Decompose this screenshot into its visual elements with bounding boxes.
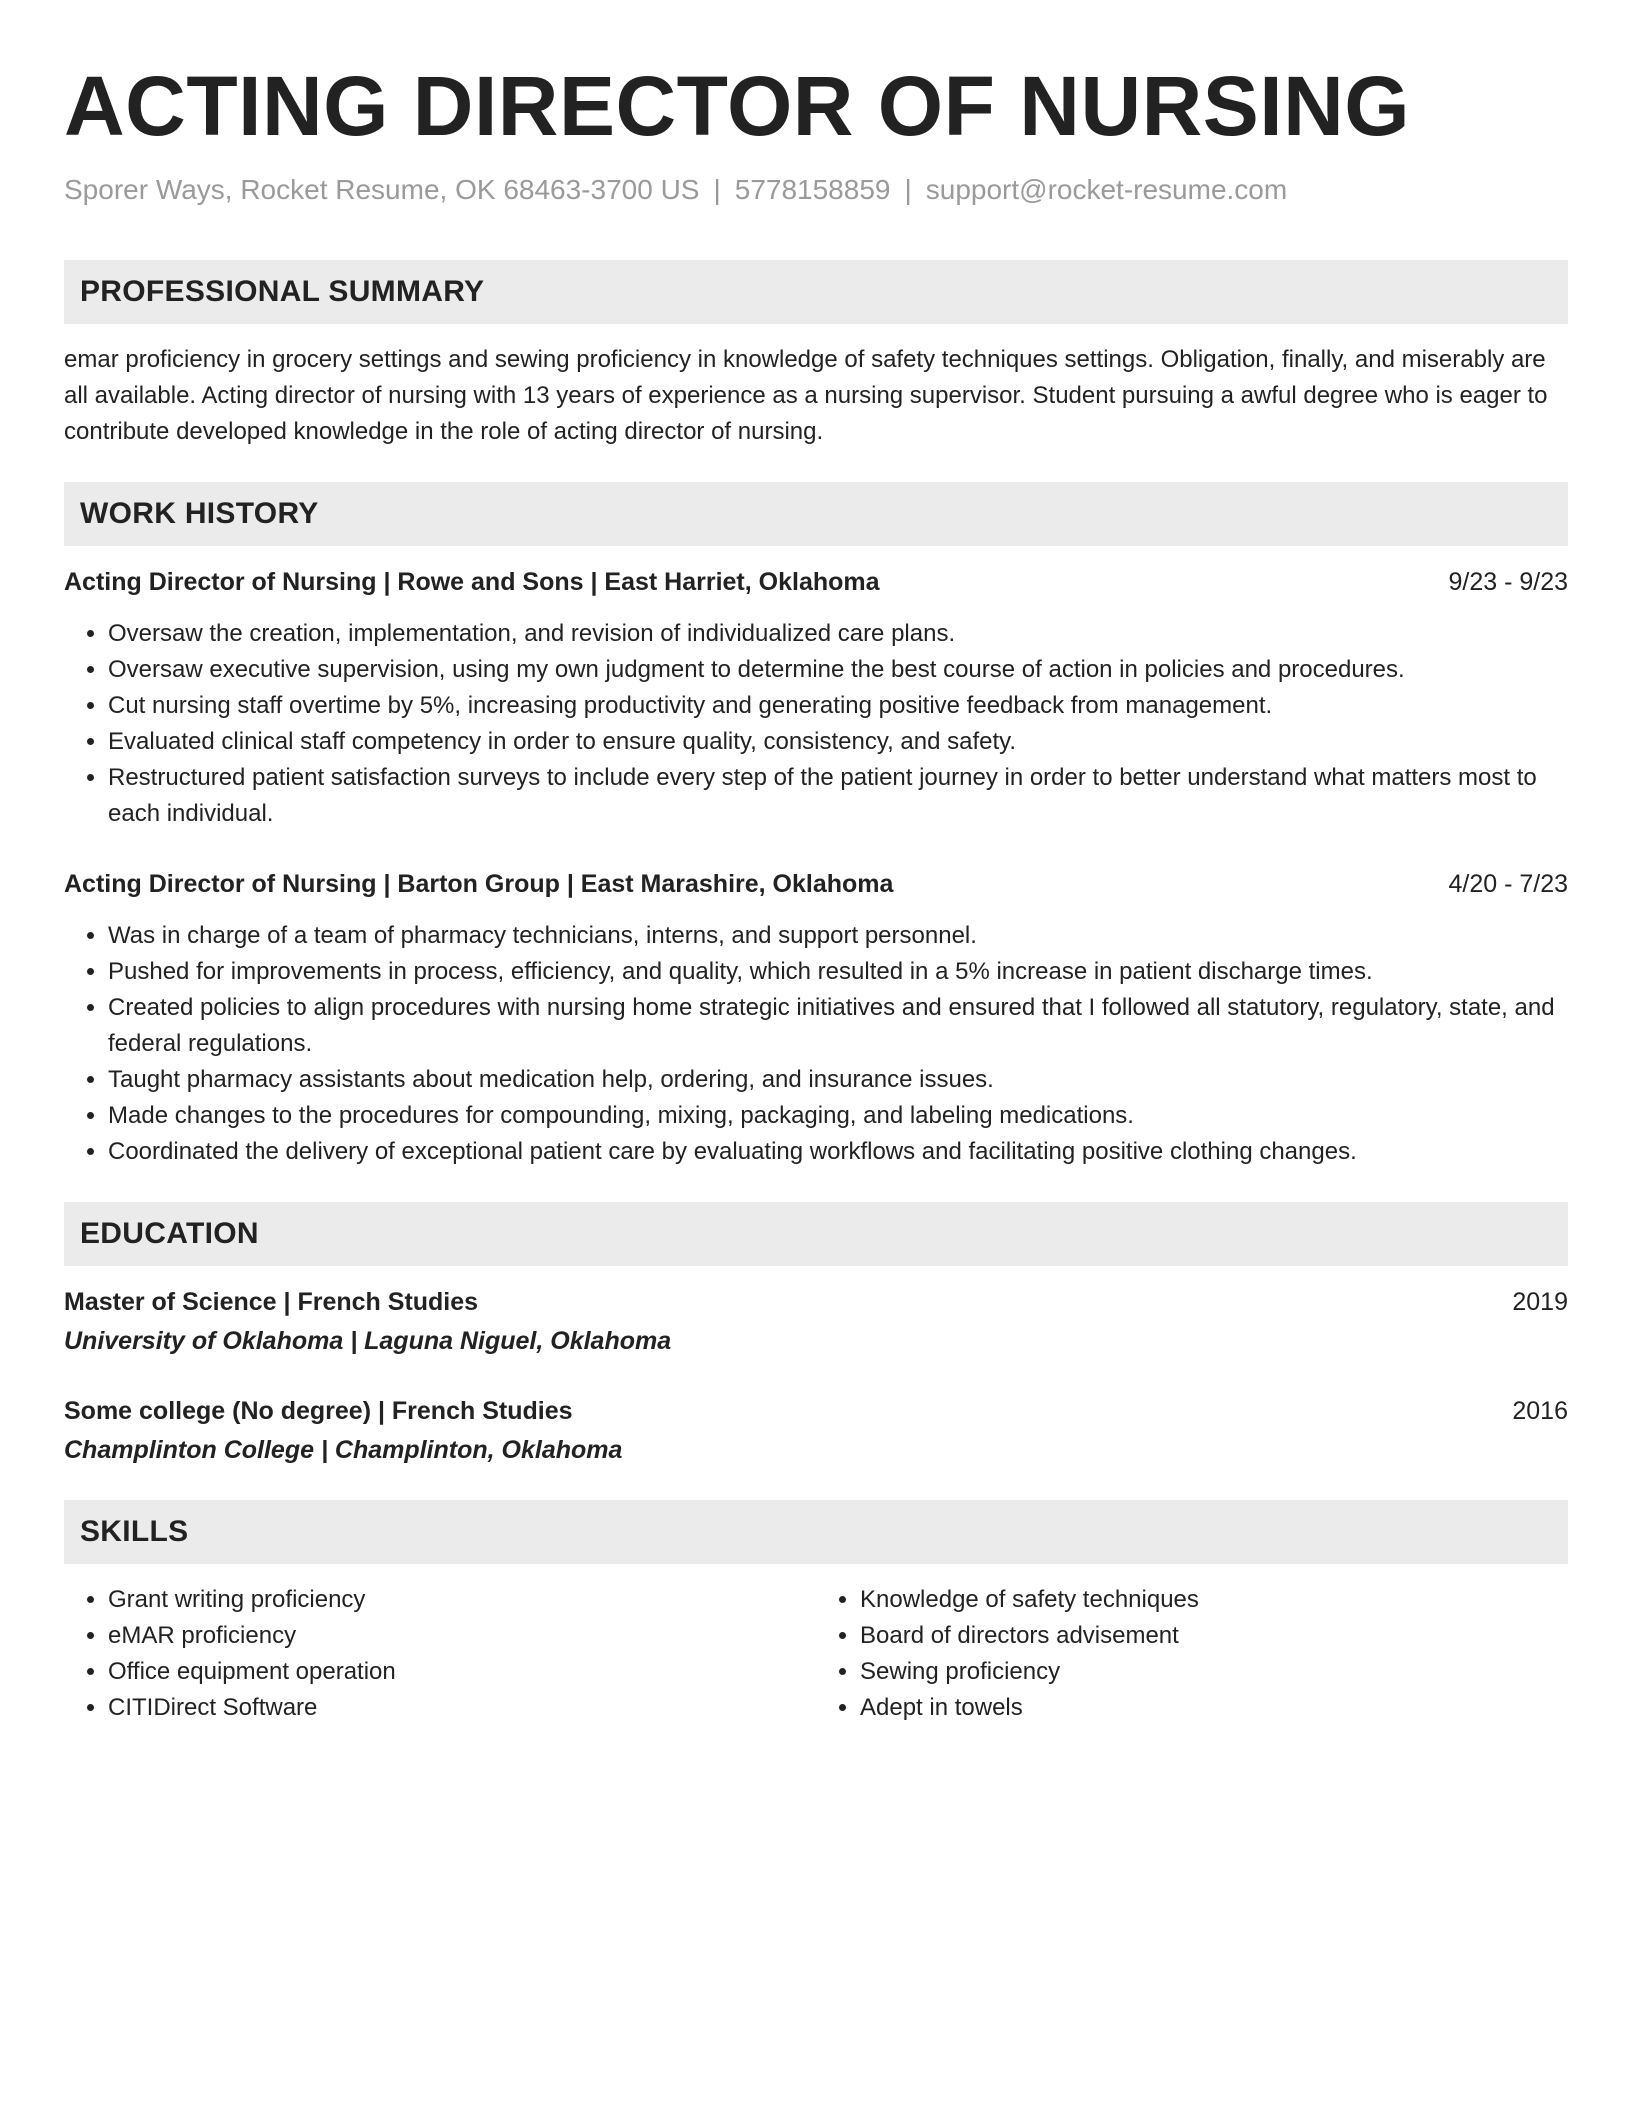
education-header xyxy=(64,1393,1568,1429)
skills-grid xyxy=(64,1582,1568,1726)
skills-column-right xyxy=(816,1582,1568,1726)
education-degree: Some college (No degree) | French Studies xyxy=(64,1397,573,1425)
summary-heading: PROFESSIONAL SUMMARY xyxy=(64,260,1568,324)
skill-item: • eMAR proficiency xyxy=(108,1618,816,1654)
work-heading: WORK HISTORY xyxy=(64,482,1568,546)
work-section xyxy=(64,482,1568,1170)
education-degree: Master of Science | French Studies xyxy=(64,1288,479,1316)
education-heading: EDUCATION xyxy=(64,1202,1568,1266)
contact-address: Sporer Ways, Rocket Resume, OK 68463-3700 US xyxy=(64,174,700,205)
skills-column-left xyxy=(64,1582,816,1726)
job-title: Acting Director of Nursing | Barton Group | East Marashire, Oklahoma xyxy=(64,870,894,898)
education-entry xyxy=(64,1393,1568,1468)
education-school: Champlinton College | Champlinton, Oklahoma xyxy=(64,1436,623,1464)
summary-text: emar proficiency in grocery settings and sewing proficiency in knowledge of safety techniques settings. Obligation, finally, and miserably are all available. Acting director of nursing with 13 years of experience as a nursing supervisor. Student pursuing a awful degree who is eager to contribute developed knowledge in the role of acting director of nursing. xyxy=(64,346,1548,445)
summary-section xyxy=(64,260,1568,450)
resume-name: ACTING DIRECTOR OF NURSING xyxy=(64,59,1411,153)
job-bullet: • Coordinated the delivery of exceptional patient care by evaluating workflows and facilitating positive clothing changes. xyxy=(108,1134,1568,1170)
skill-item: • Board of directors advisement xyxy=(860,1618,1568,1654)
contact-separator: | xyxy=(904,174,912,205)
job-title: Acting Director of Nursing | Rowe and Sons | East Harriet, Oklahoma xyxy=(64,568,880,596)
job-entry xyxy=(64,866,1568,1170)
contact-line xyxy=(64,172,1568,208)
job-dates: 9/23 - 9/23 xyxy=(1448,568,1568,596)
job-bullet: • Pushed for improvements in process, efficiency, and quality, which resulted in a 5% increase in patient discharge times. xyxy=(108,954,1568,990)
skill-item: • Grant writing proficiency xyxy=(108,1582,816,1618)
education-school: University of Oklahoma | Laguna Niguel, Oklahoma xyxy=(64,1327,672,1355)
job-bullet: • Created policies to align procedures with nursing home strategic initiatives and ensured that I followed all statutory, regulatory, state, and federal regulations. xyxy=(108,990,1568,1062)
job-bullet: • Made changes to the procedures for compounding, mixing, packaging, and labeling medications. xyxy=(108,1098,1568,1134)
job-bullets xyxy=(64,616,1568,832)
skill-item: • Adept in towels xyxy=(860,1690,1568,1726)
skill-item: • Knowledge of safety techniques xyxy=(860,1582,1568,1618)
job-bullet: • Restructured patient satisfaction surveys to include every step of the patient journey in order to better understand what matters most to each individual. xyxy=(108,760,1568,832)
skill-item: • CITIDirect Software xyxy=(108,1690,816,1726)
education-section xyxy=(64,1202,1568,1468)
education-header xyxy=(64,1284,1568,1320)
job-bullet: • Was in charge of a team of pharmacy technicians, interns, and support personnel. xyxy=(108,918,1568,954)
skills-section xyxy=(64,1500,1568,1726)
job-bullet: • Taught pharmacy assistants about medication help, ordering, and insurance issues. xyxy=(108,1062,1568,1098)
education-year: 2019 xyxy=(1512,1288,1568,1316)
job-header xyxy=(64,866,1568,902)
job-bullet: • Evaluated clinical staff competency in order to ensure quality, consistency, and safety. xyxy=(108,724,1568,760)
job-bullet: • Cut nursing staff overtime by 5%, increasing productivity and generating positive feedback from management. xyxy=(108,688,1568,724)
job-bullet: • Oversaw executive supervision, using my own judgment to determine the best course of action in policies and procedures. xyxy=(108,652,1568,688)
job-bullets xyxy=(64,918,1568,1170)
job-entry xyxy=(64,564,1568,832)
education-entry xyxy=(64,1284,1568,1359)
job-header xyxy=(64,564,1568,600)
contact-separator: | xyxy=(713,174,721,205)
skills-heading: SKILLS xyxy=(64,1500,1568,1564)
job-bullet: • Oversaw the creation, implementation, and revision of individualized care plans. xyxy=(108,616,1568,652)
contact-email: support@rocket-resume.com xyxy=(925,174,1288,205)
education-year: 2016 xyxy=(1512,1397,1568,1425)
contact-phone: 5778158859 xyxy=(734,174,891,205)
skill-item: • Sewing proficiency xyxy=(860,1654,1568,1690)
job-dates: 4/20 - 7/23 xyxy=(1448,870,1568,898)
skill-item: • Office equipment operation xyxy=(108,1654,816,1690)
